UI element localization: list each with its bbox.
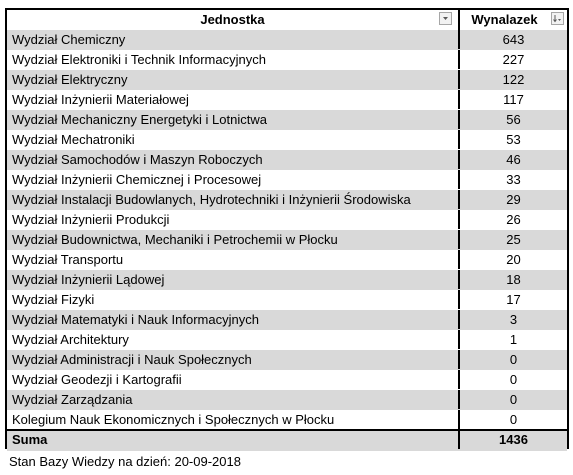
unit-name-cell[interactable]: Wydział Fizyki [7, 290, 460, 309]
unit-name-cell[interactable]: Wydział Mechaniczny Energetyki i Lotnictwa [7, 110, 460, 129]
unit-name-cell[interactable]: Wydział Zarządzania [7, 390, 460, 409]
invention-count-cell[interactable]: 53 [506, 132, 521, 147]
unit-name-cell[interactable]: Wydział Administracji i Nauk Społecznych [7, 350, 460, 369]
invention-count-cell[interactable]: 1 [509, 332, 518, 347]
table-header-row [7, 10, 567, 32]
invention-count-cell[interactable]: 117 [503, 92, 524, 107]
invention-count-cell[interactable]: 3 [509, 312, 518, 327]
invention-count-cell[interactable]: 0 [509, 352, 518, 367]
invention-count-cell[interactable]: 56 [506, 112, 521, 127]
invention-count-cell[interactable]: 17 [506, 292, 521, 307]
table-row[interactable] [7, 170, 567, 191]
unit-name-cell[interactable]: Wydział Architektury [7, 330, 460, 349]
invention-count-cell[interactable]: 0 [509, 372, 518, 387]
unit-name-cell[interactable]: Kolegium Nauk Ekonomicznych i Społecznych w Płocku [7, 410, 460, 429]
database-status-note: Stan Bazy Wiedzy na dzień: 20-09-2018 [9, 454, 241, 469]
unit-name-cell[interactable]: Wydział Inżynierii Produkcji [7, 210, 460, 229]
table-row[interactable] [7, 250, 567, 271]
table-row[interactable] [7, 30, 567, 51]
unit-name-cell[interactable]: Wydział Inżynierii Lądowej [7, 270, 460, 289]
invention-count-cell[interactable]: 29 [506, 192, 521, 207]
header-unit-label: Jednostka [200, 12, 265, 27]
invention-count-cell[interactable]: 20 [506, 252, 521, 267]
table-row[interactable] [7, 70, 567, 91]
invention-count-cell[interactable]: 643 [502, 32, 525, 47]
unit-name-cell[interactable]: Wydział Mechatroniki [7, 130, 460, 149]
unit-name-cell[interactable]: Wydział Geodezji i Kartografii [7, 370, 460, 389]
invention-count-cell[interactable]: 25 [506, 232, 521, 247]
unit-name-cell[interactable]: Wydział Instalacji Budowlanych, Hydrotechniki i Inżynierii Środowiska [7, 190, 460, 209]
invention-count-cell[interactable]: 0 [509, 392, 518, 407]
total-row [7, 429, 567, 451]
table-row[interactable] [7, 190, 567, 211]
unit-name-cell[interactable]: Wydział Inżynierii Chemicznej i Procesowej [7, 170, 460, 189]
total-label: Suma [7, 431, 460, 449]
unit-name-cell[interactable]: Wydział Elektroniki i Technik Informacyjnych [7, 50, 460, 69]
invention-count-cell[interactable]: 227 [502, 52, 525, 67]
table-row[interactable] [7, 330, 567, 351]
unit-name-cell[interactable]: Wydział Budownictwa, Mechaniki i Petrochemii w Płocku [7, 230, 460, 249]
table-row[interactable] [7, 290, 567, 311]
total-value: 1436 [499, 432, 528, 447]
table-row[interactable] [7, 390, 567, 411]
invention-count-cell[interactable]: 46 [506, 152, 521, 167]
table-row[interactable] [7, 310, 567, 331]
table-row[interactable] [7, 270, 567, 291]
unit-name-cell[interactable]: Wydział Elektryczny [7, 70, 460, 89]
invention-count-cell[interactable]: 18 [506, 272, 521, 287]
table-row[interactable] [7, 230, 567, 251]
filter-dropdown-icon[interactable] [439, 12, 452, 25]
invention-count-cell[interactable]: 33 [506, 172, 521, 187]
table-row[interactable] [7, 90, 567, 111]
table-row[interactable] [7, 210, 567, 231]
unit-name-cell[interactable]: Wydział Matematyki i Nauk Informacyjnych [7, 310, 460, 329]
data-table [5, 8, 569, 449]
table-row[interactable] [7, 350, 567, 371]
sort-descending-icon[interactable] [551, 12, 564, 25]
table-row[interactable] [7, 150, 567, 171]
table-row[interactable] [7, 370, 567, 391]
table-row[interactable] [7, 410, 567, 431]
invention-count-cell[interactable]: 122 [502, 72, 525, 87]
table-row[interactable] [7, 50, 567, 71]
header-count-label: Wynalazek [471, 12, 538, 27]
header-unit-cell[interactable] [7, 10, 460, 30]
table-row[interactable] [7, 110, 567, 131]
invention-count-cell[interactable]: 0 [509, 412, 518, 427]
invention-count-cell[interactable]: 26 [506, 212, 521, 227]
table-row[interactable] [7, 130, 567, 151]
unit-name-cell[interactable]: Wydział Samochodów i Maszyn Roboczych [7, 150, 460, 169]
unit-name-cell[interactable]: Wydział Inżynierii Materiałowej [7, 90, 460, 109]
header-count-cell[interactable] [460, 10, 567, 30]
unit-name-cell[interactable]: Wydział Transportu [7, 250, 460, 269]
unit-name-cell[interactable]: Wydział Chemiczny [7, 30, 460, 49]
